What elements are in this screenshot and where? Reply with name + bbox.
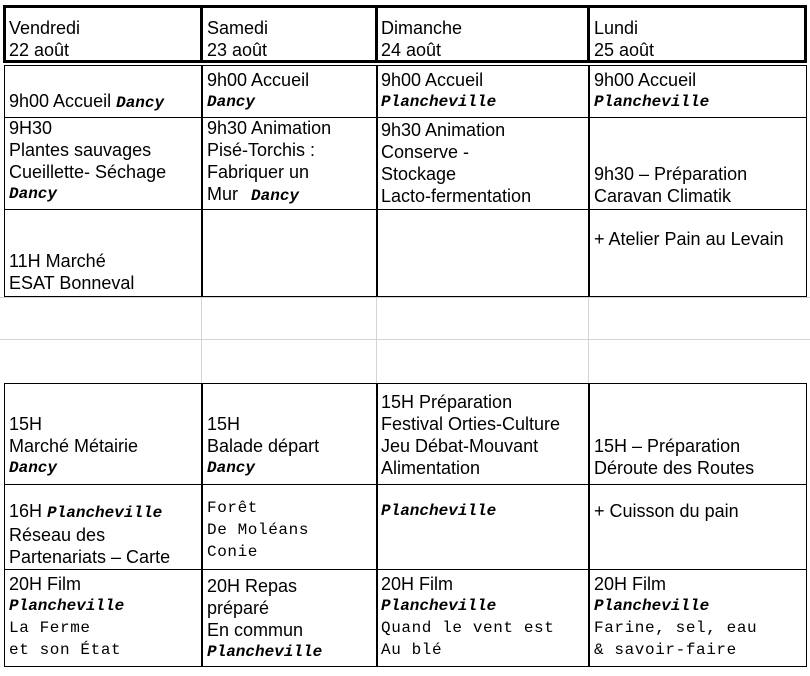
cell-mon-pm-cuisson: [594, 500, 739, 522]
event-text: 20H Film: [381, 574, 454, 594]
grid-line: [0, 339, 810, 340]
event-text: 11H Marché: [9, 251, 106, 271]
location-label: Dancy: [207, 459, 256, 477]
event-text: 9h30 Animation: [381, 120, 506, 140]
event-text: Fabriquer un: [207, 162, 310, 182]
afternoon-row-divider: [4, 569, 807, 570]
cell-sat-am-animation: [207, 117, 331, 207]
cell-sat-am-accueil: [207, 69, 309, 113]
header-cell-samedi: [207, 17, 268, 61]
day-name: Lundi: [594, 18, 639, 38]
location-label: Dancy: [207, 93, 256, 111]
day-name: Samedi: [207, 18, 269, 38]
event-text: Alimentation: [381, 458, 481, 478]
location-label: Plancheville: [381, 597, 497, 615]
event-text: Réseau des: [9, 525, 106, 545]
cell-sun-am-animation: [381, 119, 531, 207]
cell-mon-pm-preparation: [594, 435, 754, 479]
day-date: 23 août: [207, 40, 268, 60]
grid-line: [0, 297, 810, 298]
event-text: 9h00 Accueil: [207, 70, 310, 90]
event-text: 20H Film: [594, 574, 667, 594]
cell-sun-pm-preparation: [381, 391, 560, 479]
location-label: Plancheville: [9, 597, 125, 615]
event-text: Caravan Climatik: [594, 186, 732, 206]
event-text: + Atelier Pain au Levain: [594, 229, 784, 249]
cell-fri-pm-film: [9, 573, 124, 661]
event-text: + Cuisson du pain: [594, 501, 739, 521]
event-text: Stockage: [381, 164, 457, 184]
location-label: Dancy: [9, 185, 58, 203]
day-date: 24 août: [381, 40, 442, 60]
event-text: Mur: [207, 184, 238, 204]
cell-sun-am-accueil: [381, 69, 496, 113]
cell-fri-pm-marche: [9, 413, 138, 479]
film-title: & savoir-faire: [594, 641, 737, 659]
cell-sat-pm-foret: [207, 497, 309, 563]
cell-sun-pm-film: [381, 573, 554, 661]
event-text: 20H Film: [9, 574, 82, 594]
event-text: préparé: [207, 598, 270, 618]
event-text: Conie: [207, 543, 259, 561]
cell-fri-am-marche: [9, 250, 134, 294]
film-title: Au blé: [381, 641, 443, 659]
cell-mon-am-preparation: [594, 163, 747, 207]
event-text: 20H Repas: [207, 576, 298, 596]
location-label: Plancheville: [381, 93, 497, 111]
header-cell-vendredi: [9, 17, 80, 61]
day-date: 25 août: [594, 40, 655, 60]
event-text: Festival Orties-Culture: [381, 414, 561, 434]
afternoon-col-divider: [588, 383, 590, 667]
event-text: 16H: [9, 501, 43, 521]
event-text: 9h00 Accueil: [594, 70, 697, 90]
event-text: 9h30 – Préparation: [594, 164, 748, 184]
header-cell-dimanche: [381, 17, 462, 61]
grid-line: [201, 297, 202, 384]
event-text: 9h00 Accueil: [381, 70, 484, 90]
event-text: 15H: [207, 414, 241, 434]
event-text: En commun: [207, 620, 304, 640]
cell-sat-pm-repas: [207, 575, 322, 663]
film-title: La Ferme: [9, 619, 91, 637]
header-divider: [587, 5, 590, 63]
location-label: Plancheville: [594, 93, 710, 111]
grid-line: [588, 297, 589, 384]
cell-fri-am-accueil: [9, 90, 164, 114]
event-text: 9H30: [9, 118, 53, 138]
event-text: 15H Préparation: [381, 392, 513, 412]
film-title: Farine, sel, eau: [594, 619, 758, 637]
event-text: Balade départ: [207, 436, 320, 456]
cell-sat-pm-balade: [207, 413, 319, 479]
cell-mon-am-accueil: [594, 69, 709, 113]
morning-col-divider: [201, 65, 203, 297]
afternoon-col-divider: [201, 383, 203, 667]
location-label: Plancheville: [381, 502, 497, 520]
day-name: Dimanche: [381, 18, 463, 38]
event-text: Partenariats – Carte: [9, 547, 171, 567]
cell-fri-am-plantes: [9, 117, 166, 205]
cell-fri-pm-reseau: [9, 500, 170, 568]
event-text: Plantes sauvages: [9, 140, 152, 160]
grid-line: [376, 297, 377, 384]
header-divider: [200, 5, 203, 63]
event-text: De Moléans: [207, 521, 310, 539]
event-text: Cueillette- Séchage: [9, 162, 167, 182]
event-text: 9h00 Accueil: [9, 91, 112, 111]
event-text: Déroute des Routes: [594, 458, 755, 478]
event-text: ESAT Bonneval: [9, 273, 135, 293]
event-text: Jeu Débat-Mouvant: [381, 436, 539, 456]
event-text: Conserve -: [381, 142, 470, 162]
event-text: Pisé-Torchis :: [207, 140, 316, 160]
film-title: Quand le vent est: [381, 619, 555, 637]
event-text: 15H: [9, 414, 43, 434]
header-cell-lundi: [594, 17, 654, 61]
event-text: Forêt: [207, 499, 259, 517]
cell-mon-pm-film: [594, 573, 757, 661]
cell-mon-am-atelier: [594, 228, 784, 250]
film-title: et son État: [9, 641, 122, 659]
cell-sun-pm-plancheville: [381, 500, 496, 522]
morning-col-divider: [376, 65, 378, 297]
header-divider: [375, 5, 378, 63]
event-text: Marché Métairie: [9, 436, 139, 456]
afternoon-col-divider: [376, 383, 378, 667]
location-label: Dancy: [9, 459, 58, 477]
day-name: Vendredi: [9, 18, 81, 38]
location-label: Dancy: [116, 94, 165, 112]
location-label: Dancy: [251, 187, 300, 205]
location-label: Plancheville: [207, 643, 323, 661]
afternoon-row-divider: [4, 484, 807, 485]
location-label: Plancheville: [47, 504, 163, 522]
day-date: 22 août: [9, 40, 70, 60]
event-text: Lacto-fermentation: [381, 186, 532, 206]
morning-row-divider: [4, 209, 807, 210]
event-text: 15H – Préparation: [594, 436, 741, 456]
event-text: 9h30 Animation: [207, 118, 332, 138]
location-label: Plancheville: [594, 597, 710, 615]
morning-col-divider: [588, 65, 590, 297]
